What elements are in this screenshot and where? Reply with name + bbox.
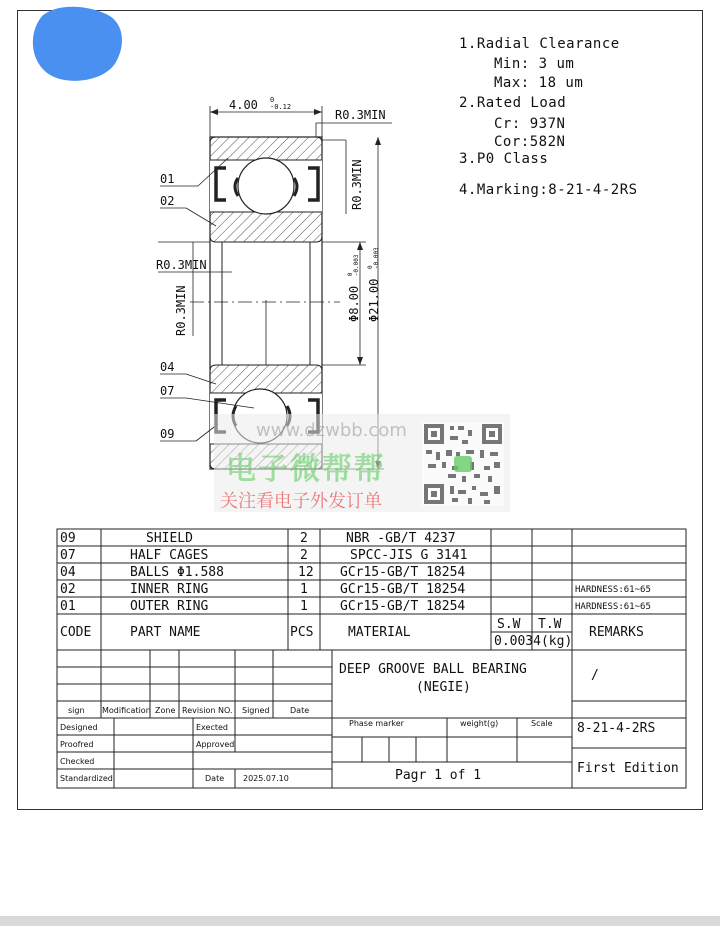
header-sw: S.W xyxy=(497,617,521,632)
bom-code-04: 04 xyxy=(60,565,76,580)
bom-material-09: NBR -GB/T 4237 xyxy=(346,531,456,546)
bom-pcs-09: 2 xyxy=(300,531,308,546)
bom-pcs-01: 1 xyxy=(300,599,308,614)
watermark-brand: 电子微帮帮 xyxy=(226,452,386,487)
note-clearance-max: Max: 18 um xyxy=(494,75,584,91)
bom-pcs-02: 1 xyxy=(300,582,308,597)
page-indicator: Pagr 1 of 1 xyxy=(395,768,482,783)
title-slash: / xyxy=(591,668,599,683)
note-cor: Cor:582N xyxy=(494,134,566,150)
dim-bore-tol-top: 0 xyxy=(346,272,354,277)
dim-width-tol-top: 0 xyxy=(270,96,275,104)
role-designed: Designed xyxy=(60,723,98,732)
dim-radius-left: R0.3MIN xyxy=(156,258,207,272)
header-tw: T.W xyxy=(538,617,562,632)
bom-material-04: GCr15-GB/T 18254 xyxy=(340,565,466,580)
bottom-bar xyxy=(0,916,720,926)
rev-header-sign: sign xyxy=(68,706,85,715)
bom-material-02: GCr15-GB/T 18254 xyxy=(340,582,466,597)
dim-radius-left-vertical: R0.3MIN xyxy=(174,285,188,336)
header-remarks: REMARKS xyxy=(589,625,644,640)
dim-radius-top: R0.3MIN xyxy=(335,108,386,122)
callout-01: 01 xyxy=(160,172,175,186)
bom-pcs-07: 2 xyxy=(300,548,308,563)
dim-bore-tol-bot: -0.003 xyxy=(352,254,360,277)
bom-name-09: SHIELD xyxy=(146,531,193,546)
role-date-label: Date xyxy=(205,774,225,783)
bom-name-04: BALLS Φ1.588 xyxy=(130,565,224,580)
watermark-url: www.dzwbb.com xyxy=(256,420,407,441)
watermark-slogan: 关注看电子外发订单 xyxy=(220,491,382,512)
note-class: 3.P0 Class xyxy=(459,151,549,167)
bom-code-09: 09 xyxy=(60,531,76,546)
dim-od-value: Φ21.00 xyxy=(367,278,381,322)
meta-phase-marker: Phase marker xyxy=(349,719,404,728)
bom-material-07: SPCC-JIS G 3141 xyxy=(350,548,468,563)
role-standardized: Standardized xyxy=(60,774,113,783)
dim-od-tol-top: 0 xyxy=(366,265,374,269)
note-cr: Cr: 937N xyxy=(494,116,566,132)
note-clearance-min: Min: 3 um xyxy=(494,56,575,72)
callout-04: 04 xyxy=(160,360,175,374)
bom-pcs-04: 12 xyxy=(298,565,314,580)
role-date-value: 2025.07.10 xyxy=(243,774,289,783)
bom-name-07: HALF CAGES xyxy=(130,548,209,563)
dim-width: 4.00 xyxy=(229,98,258,112)
callout-07: 07 xyxy=(160,384,175,398)
rev-header-zone: Zone xyxy=(155,706,176,715)
meta-weight: weight(g) xyxy=(460,719,499,728)
note-rated-load: 2.Rated Load xyxy=(459,95,567,111)
callout-09: 09 xyxy=(160,427,175,441)
callout-02: 02 xyxy=(160,194,175,208)
edition: First Edition xyxy=(577,761,679,776)
header-part-name: PART NAME xyxy=(130,625,201,640)
bom-remarks-01: HARDNESS:61~65 xyxy=(575,602,651,612)
note-marking: 4.Marking:8-21-4-2RS xyxy=(459,182,638,198)
role-proofred: Proofred xyxy=(60,740,94,749)
bom-name-01: OUTER RING xyxy=(130,599,209,614)
bom-code-07: 07 xyxy=(60,548,76,563)
drawing-subtitle: (NEGIE) xyxy=(416,680,471,695)
header-weight: 0.0034(kg) xyxy=(494,634,573,649)
drawing-title: DEEP GROOVE BALL BEARING xyxy=(339,662,527,677)
dim-bore-value: Φ8.00 xyxy=(347,285,361,322)
header-code: CODE xyxy=(60,625,92,640)
rev-header-signed: Signed xyxy=(242,706,270,715)
rev-header-revision-no: Revision NO. xyxy=(182,706,233,715)
role-approved: Approved xyxy=(196,740,235,749)
rev-header-modification: Modification xyxy=(102,706,151,715)
dim-od-tol-bot: -0.003 xyxy=(372,247,380,269)
bom-name-02: INNER RING xyxy=(130,582,209,597)
part-number: 8-21-4-2RS xyxy=(577,721,656,736)
dim-radius-right-vertical: R0.3MIN xyxy=(350,159,364,210)
role-exected: Exected xyxy=(196,723,228,732)
rev-header-date: Date xyxy=(290,706,310,715)
header-pcs: PCS xyxy=(290,625,314,640)
bom-material-01: GCr15-GB/T 18254 xyxy=(340,599,466,614)
role-checked: Checked xyxy=(60,757,95,766)
header-material: MATERIAL xyxy=(348,625,411,640)
note-radial-clearance: 1.Radial Clearance xyxy=(459,36,620,52)
bom-code-02: 02 xyxy=(60,582,76,597)
meta-scale: Scale xyxy=(531,719,553,728)
bom-code-01: 01 xyxy=(60,599,76,614)
bom-remarks-02: HARDNESS:61~65 xyxy=(575,585,651,595)
dim-width-tol-bot: -0.12 xyxy=(270,103,292,111)
